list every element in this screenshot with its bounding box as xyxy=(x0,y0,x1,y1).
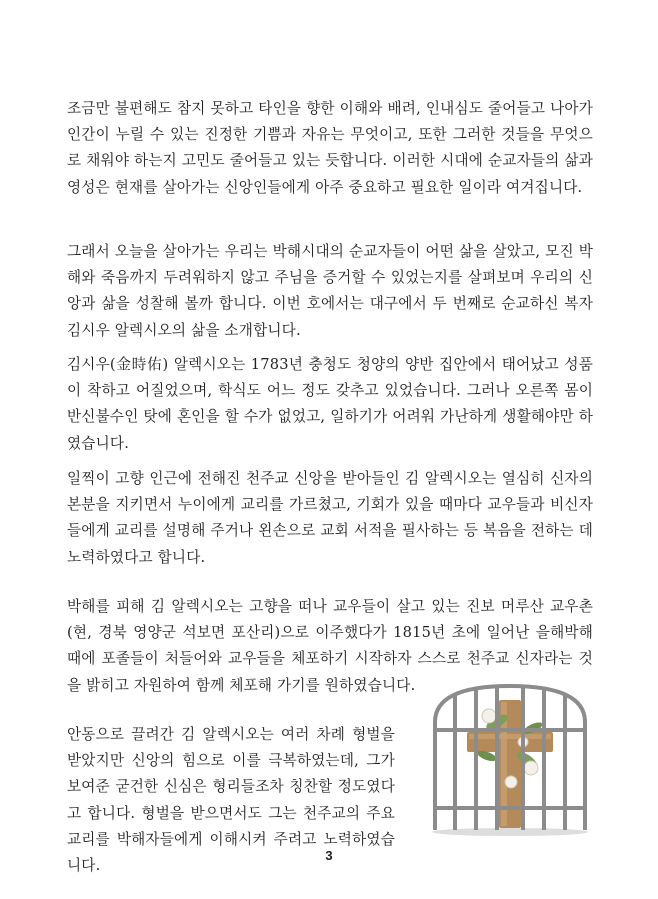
paragraph-3: 김시우(金時佑) 알렉시오는 1783년 충청도 청양의 양반 집안에서 태어났고 성품이 착하고 어질었으며, 학식도 어느 정도 갖추고 있었습니다. 그러나 오른쪽 몸이 반신불수인 탓에 혼인을 할 수가 없었고, 일하기가 어려워 가난하게 생활해야만 하였습니다. xyxy=(67,356,593,452)
cross-behind-bars-icon xyxy=(427,682,593,836)
paragraph-6: 안동으로 끌려간 김 알렉시오는 여러 차례 형벌을 받았지만 신앙의 힘으로 이를 극복하였는데, 그가 보여준 굳건한 신심은 형리들조차 칭찬할 정도였다고 합니다. 형벌을 받으면서도 그는 천주교의 주요 교리를 박해자들에게 이해시켜 주려고 노력하였습니다. xyxy=(67,726,395,875)
paragraph-4: 일찍이 고향 인근에 전해진 천주교 신앙을 받아들인 김 알렉시오는 열심히 신자의 본분을 지키면서 누이에게 교리를 가르쳤고, 기회가 있을 때마다 교우들과 비신자들에게 교리를 설명해 주거나 왼손으로 교회 서적을 필사하는 등 복음을 전하는 데 노력하였다고 합니다. xyxy=(67,470,593,566)
paragraph-2: 그래서 오늘을 살아가는 우리는 박해시대의 순교자들이 어떤 삶을 살았고, 모진 박해와 죽음까지 두려워하지 않고 주님을 증거할 수 있었는지를 살펴보며 우리의 신앙과 삶을 성찰해 볼까 합니다. 이번 호에서는 대구에서 두 번째로 순교하신 복자 김시우 알렉시오의 삶을 소개합니다. xyxy=(67,243,593,339)
paragraph-5: 박해를 피해 김 알렉시오는 고향을 떠나 교우들이 살고 있는 진보 머루산 교우촌(현, 경북 영양군 석보면 포산리)으로 이주했다가 1815년 초에 일어난 을해박해 때에 포졸들이 처들어와 교우들을 체포하기 시작하자 스스로 천주교 신자라는 것을 밝히고 자원하여 함께 체포해 가기를 원하였습니다. xyxy=(67,598,593,694)
paragraph-1: 조금만 불편해도 참지 못하고 타인을 향한 이해와 배려, 인내심도 줄어들고 나아가 인간이 누릴 수 있는 진정한 기쁨과 자유는 무엇이고, 또한 그러한 것들을 무엇으로 채워야 하는지 고민도 줄어들고 있는 듯합니다. 이러한 시대에 순교자들의 삶과 영성은 현재를 살아가는 신앙인들에게 아주 중요하고 필요한 일이라 여겨집니다. xyxy=(67,100,593,196)
page-number: 3 xyxy=(325,848,333,863)
